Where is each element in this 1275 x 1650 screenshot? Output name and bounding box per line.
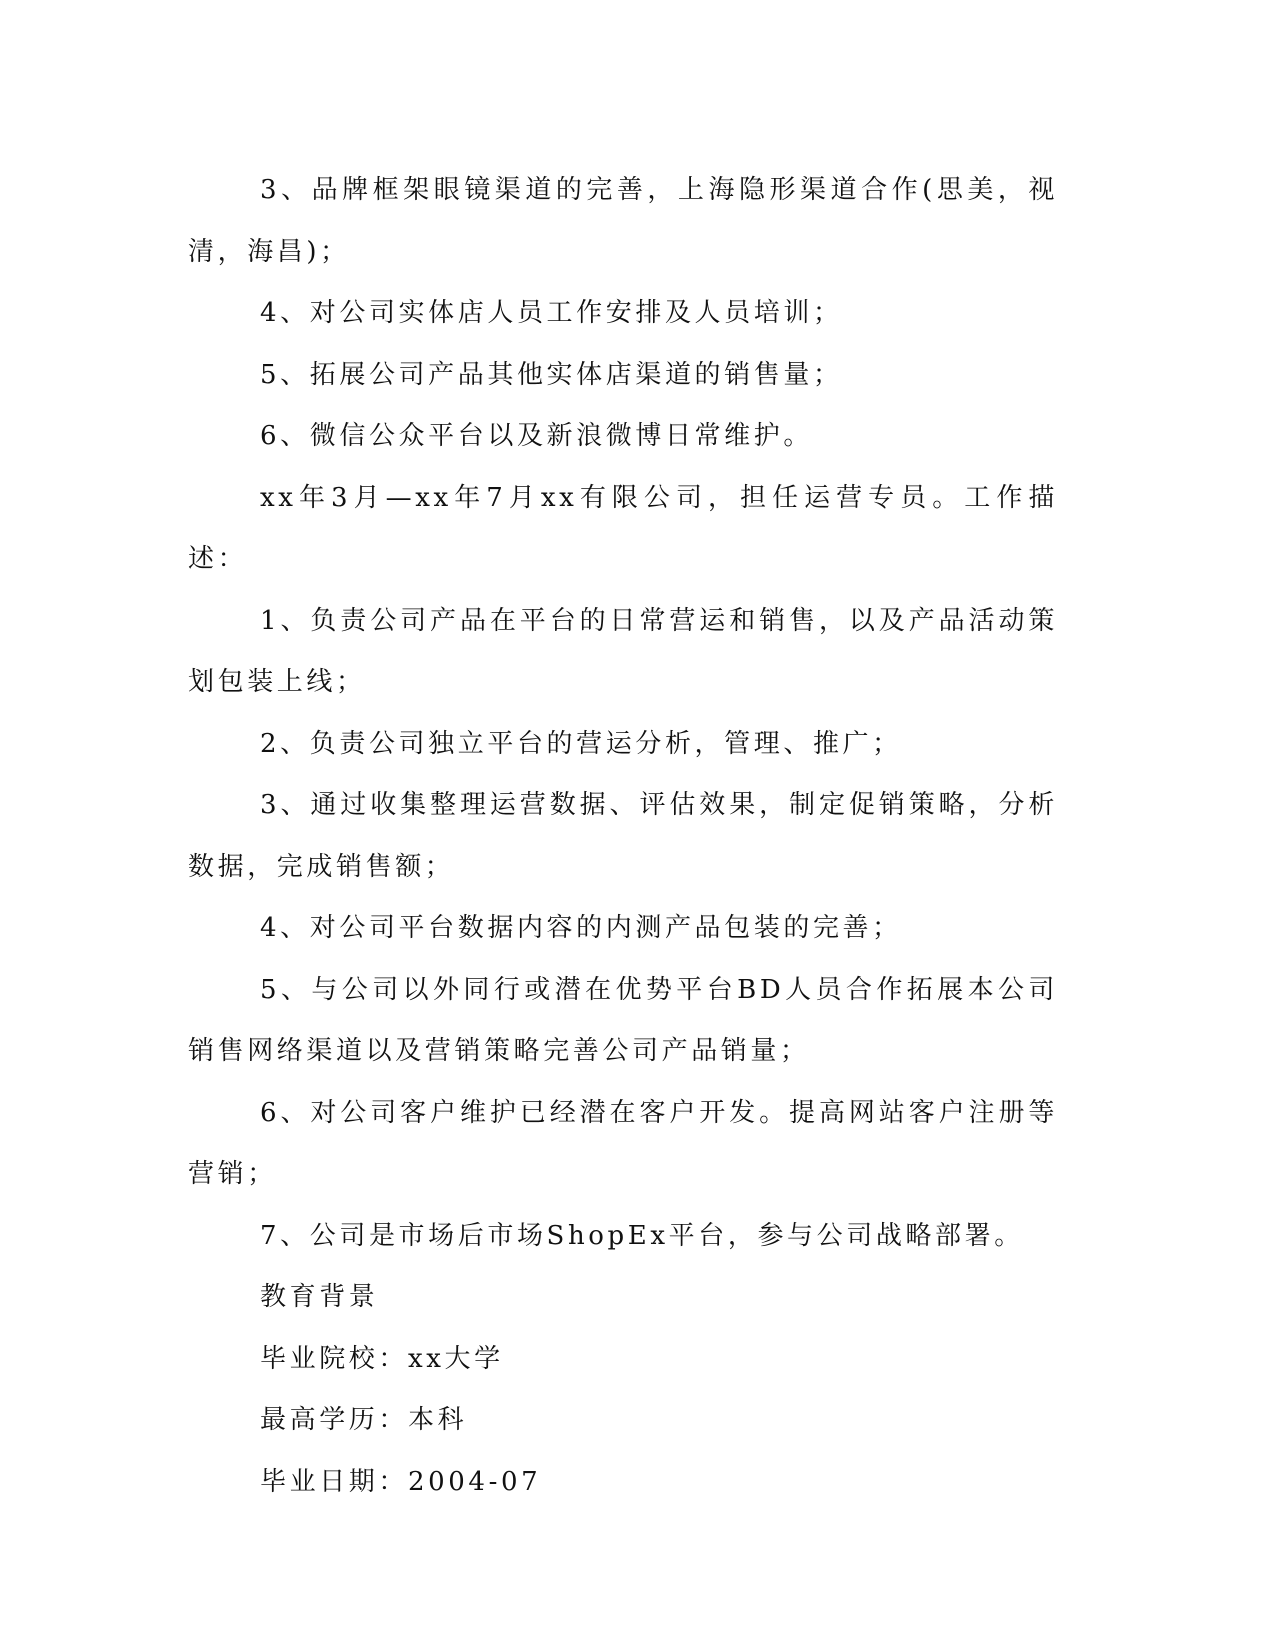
paragraph-store-expansion: 5、拓展公司产品其他实体店渠道的销售量； [260,359,843,390]
paragraph-social-maintenance: 6、微信公众平台以及新浪微博日常维护。 [260,421,813,451]
paragraph-duty-1: 1、负责公司产品在平台的日常营运和销售，以及产品活动策划包装上线； [188,605,1058,697]
paragraph-duty-4: 4、对公司平台数据内容的内测产品包装的完善； [260,913,902,943]
paragraph-duty-2: 2、负责公司独立平台的营运分析，管理、推广； [260,728,902,759]
education-graduation-date: 毕业日期：2004-07 [260,1466,542,1497]
paragraph-duty-5: 5、与公司以外同行或潜在优势平台BD人员合作拓展本公司销售网络渠道以及营销策略完善公司产品销量； [188,974,1058,1066]
paragraph-duty-6: 6、对公司客户维护已经潜在客户开发。提高网站客户注册等营销； [188,1097,1058,1189]
education-degree: 最高学历：本科 [260,1405,468,1435]
paragraph-duty-7: 7、公司是市场后市场ShopEx平台，参与公司战略部署。 [260,1220,1024,1251]
paragraph-staff-training: 4、对公司实体店人员工作安排及人员培训； [260,298,843,328]
paragraph-channel-improvement: 3、品牌框架眼镜渠道的完善，上海隐形渠道合作(思美，视清，海昌)； [188,175,1058,267]
document-body [188,160,1058,1513]
education-school: 毕业院校：xx大学 [260,1343,504,1374]
paragraph-job-header: xx年3月—xx年7月xx有限公司，担任运营专员。工作描述： [188,482,1058,574]
section-heading-education: 教育背景 [260,1282,379,1312]
paragraph-duty-3: 3、通过收集整理运营数据、评估效果，制定促销策略，分析数据，完成销售额； [188,790,1058,882]
